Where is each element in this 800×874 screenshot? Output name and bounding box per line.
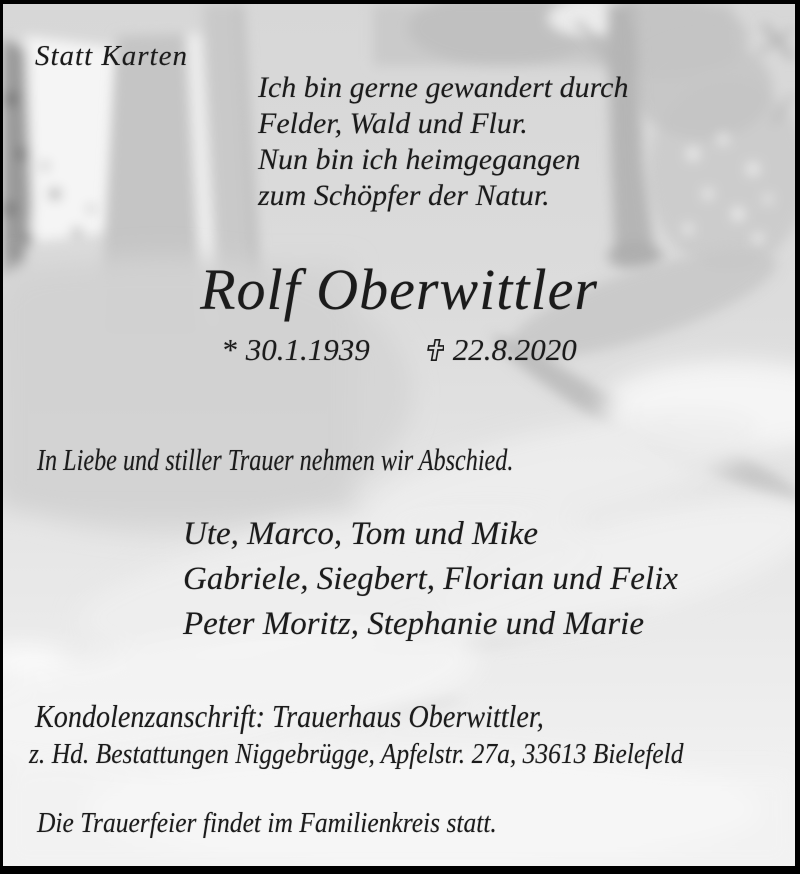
deceased-name: Rolf Oberwittler	[200, 257, 598, 322]
mourners-line: Gabriele, Siegbert, Florian und Felix	[183, 561, 678, 597]
latin-cross-icon	[426, 335, 444, 371]
mourners-list	[183, 512, 678, 647]
birth-date-group	[221, 332, 370, 368]
header-note: Statt Karten	[35, 40, 188, 72]
death-date: 22.8.2020	[452, 332, 577, 367]
life-dates	[3, 332, 795, 368]
condolence-address: z. Hd. Bestattungen Niggebrügge, Apfelstr. 27a, 33613 Bielefeld	[29, 738, 684, 770]
poem-line: Felder, Wald und Flur.	[258, 107, 528, 140]
obituary-notice-page	[3, 4, 795, 866]
poem-verse	[258, 70, 628, 214]
funeral-note: Die Trauerfeier findet im Familienkreis statt.	[37, 807, 497, 839]
poem-line: zum Schöpfer der Natur.	[258, 179, 550, 212]
death-date-group	[426, 332, 577, 368]
farewell-line: In Liebe und stiller Trauer nehmen wir Abschied.	[37, 442, 514, 477]
poem-line: Nun bin ich heimgegangen	[258, 143, 581, 176]
birth-date: 30.1.1939	[245, 332, 370, 367]
mourners-line: Ute, Marco, Tom und Mike	[183, 516, 539, 552]
poem-line: Ich bin gerne gewandert durch	[258, 71, 629, 104]
mourners-line: Peter Moritz, Stephanie und Marie	[183, 606, 645, 642]
birth-star-icon: *	[221, 332, 237, 367]
condolence-label: Kondolenzanschrift: Trauerhaus Oberwittler,	[35, 698, 544, 734]
